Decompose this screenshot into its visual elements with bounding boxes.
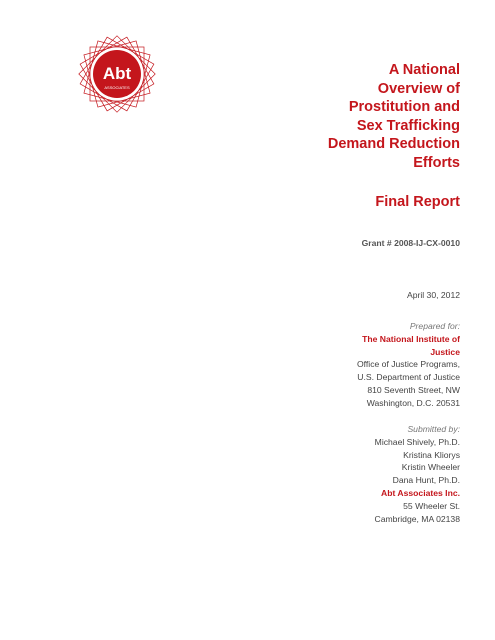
prepared-for-org: Justice [430, 346, 460, 357]
grant-number: Grant # 2008-IJ-CX-0010 [361, 238, 460, 248]
prepared-for-block [260, 320, 460, 410]
submitted-by-label: Submitted by: [407, 424, 460, 434]
title-line: Efforts [413, 154, 460, 171]
author-name: Kristin Wheeler [401, 462, 460, 473]
report-title [250, 61, 460, 173]
report-subtitle: Final Report [375, 194, 460, 210]
title-line: Demand Reduction [327, 136, 460, 153]
submitted-by-org: Abt Associates Inc. [381, 487, 460, 498]
title-line: A National [388, 62, 460, 78]
address-line: 55 Wheeler St. [403, 500, 460, 511]
logo-seal-icon [77, 34, 157, 114]
address-line: Cambridge, MA 02138 [374, 513, 460, 524]
author-name: Dana Hunt, Ph.D. [392, 475, 460, 486]
author-name: Michael Shively, Ph.D. [374, 436, 460, 447]
title-line: Overview of [377, 80, 460, 97]
address-line: U.S. Department of Justice [357, 372, 460, 383]
report-date: April 30, 2012 [406, 290, 460, 300]
title-line: Sex Trafficking [356, 117, 460, 134]
prepared-for-label: Prepared for: [409, 321, 460, 331]
submitted-by-block [260, 423, 460, 525]
logo-subtext: ASSOCIATES [104, 85, 130, 90]
address-line: Washington, D.C. 20531 [366, 397, 460, 408]
title-line: Prostitution and [348, 99, 460, 116]
prepared-for-org: The National Institute of [362, 333, 460, 344]
abt-associates-logo [77, 34, 157, 114]
address-line: Office of Justice Programs, [356, 359, 460, 370]
logo-text: Abt [102, 64, 132, 83]
address-line: 810 Seventh Street, NW [367, 384, 460, 395]
author-name: Kristina Kliorys [403, 449, 460, 460]
